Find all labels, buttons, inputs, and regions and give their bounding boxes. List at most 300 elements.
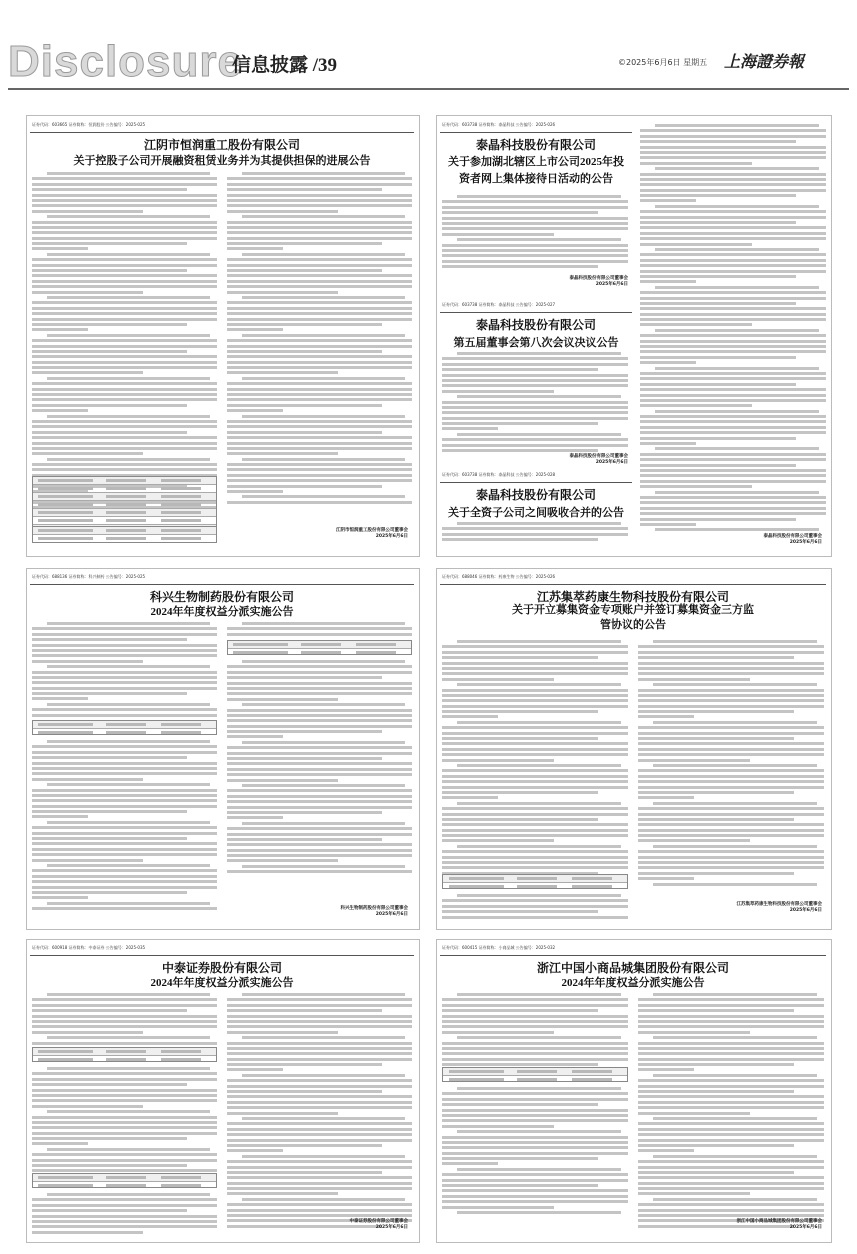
text-line — [442, 748, 628, 751]
text-line — [457, 1130, 621, 1133]
text-line — [653, 1117, 817, 1120]
text-line — [640, 453, 826, 456]
text-line — [227, 312, 412, 315]
notice-signer: 江苏集萃药康生物科技股份有限公司董事会 — [736, 902, 822, 907]
text-line — [640, 469, 826, 472]
text-line — [442, 1047, 628, 1050]
text-line — [227, 452, 338, 455]
text-line — [242, 215, 405, 218]
text-line — [638, 737, 794, 740]
text-line — [227, 1160, 412, 1163]
table-cell — [572, 1078, 612, 1081]
text-line — [638, 834, 824, 837]
notice-date: 2025年6月6日 — [595, 460, 628, 465]
text-line — [442, 260, 628, 263]
text-line — [442, 1184, 598, 1187]
text-line — [442, 662, 628, 665]
text-line — [227, 1144, 382, 1147]
text-line — [227, 301, 412, 304]
account-table — [442, 874, 628, 889]
text-line — [442, 694, 628, 697]
text-line — [227, 285, 412, 288]
text-line — [32, 1099, 217, 1102]
notice-signer: 泰晶科技股份有限公司董事会 — [763, 534, 822, 539]
notice-code: 证券代码：600415 证券简称：小商品城 公告编号：2025-032 — [442, 945, 556, 950]
notice-code: 证券代码：600918 证券简称：中泰证券 公告编号：2025-035 — [32, 945, 146, 950]
text-line — [442, 753, 628, 756]
text-line — [640, 226, 826, 229]
text-line — [638, 1171, 794, 1174]
text-line — [32, 1121, 217, 1124]
text-line — [227, 1112, 338, 1115]
text-line — [442, 411, 628, 414]
notice-title: 关于参加湖北辖区上市公司2025年投资者网上集体接待日活动的公告 — [448, 156, 624, 185]
text-line — [32, 998, 217, 1001]
text-line — [442, 705, 628, 708]
text-line — [655, 367, 819, 370]
text-line — [32, 204, 217, 207]
text-line — [32, 1072, 217, 1075]
text-line — [227, 442, 412, 445]
text-line — [32, 794, 217, 797]
text-line — [442, 1195, 628, 1198]
text-line — [640, 280, 696, 283]
text-line — [47, 902, 210, 905]
text-line — [638, 1085, 824, 1088]
text-line — [638, 699, 824, 702]
text-line — [32, 312, 217, 315]
masthead — [0, 0, 857, 85]
text-line — [457, 522, 621, 525]
text-line — [442, 1004, 628, 1007]
text-line — [47, 334, 210, 337]
text-line — [32, 431, 187, 434]
text-line — [442, 689, 628, 692]
text-line — [227, 264, 412, 267]
text-line — [640, 264, 826, 267]
table-cell — [106, 487, 146, 490]
text-line — [32, 660, 143, 663]
notice-footer — [737, 1219, 823, 1231]
text-line — [442, 715, 498, 718]
table-cell — [106, 519, 146, 522]
text-line — [47, 703, 210, 706]
text-line — [242, 865, 405, 868]
text-line — [640, 415, 826, 418]
table-cell — [106, 1058, 146, 1061]
text-line — [442, 651, 628, 654]
text-line — [32, 269, 187, 272]
text-line — [227, 725, 412, 728]
table-cell — [517, 1070, 557, 1073]
text-line — [653, 883, 817, 886]
text-line — [638, 1139, 824, 1142]
text-line — [227, 393, 412, 396]
text-line — [242, 415, 405, 418]
text-line — [638, 1122, 824, 1125]
notice-company: 江苏集萃药康生物科技股份有限公司 — [536, 590, 729, 604]
text-line — [640, 194, 796, 197]
text-line — [227, 409, 283, 412]
text-line — [638, 1176, 824, 1179]
text-line — [442, 417, 628, 420]
text-line — [638, 1025, 824, 1028]
text-line — [227, 1106, 412, 1109]
text-line — [638, 1052, 824, 1055]
table-cell — [161, 731, 201, 734]
table-row — [33, 721, 216, 729]
table-row — [443, 875, 627, 883]
text-line — [32, 697, 88, 700]
text-line — [32, 714, 217, 717]
text-line — [457, 802, 621, 805]
text-line — [442, 672, 628, 675]
text-line — [653, 683, 817, 686]
text-line — [227, 485, 382, 488]
text-line — [640, 361, 696, 364]
text-line — [32, 1153, 217, 1156]
text-line — [653, 1155, 817, 1158]
text-line — [442, 1063, 598, 1066]
text-line — [32, 708, 217, 711]
text-line — [638, 1015, 824, 1018]
text-line — [638, 998, 824, 1001]
text-line — [638, 662, 824, 665]
text-line — [32, 1215, 217, 1218]
text-line — [457, 993, 621, 996]
text-line — [32, 815, 88, 818]
text-line — [640, 383, 796, 386]
text-line — [47, 1110, 210, 1113]
text-line — [640, 334, 826, 337]
text-line — [32, 285, 217, 288]
text-line — [227, 1042, 412, 1045]
text-line — [47, 377, 210, 380]
text-line — [227, 258, 412, 261]
text-line — [32, 1169, 217, 1172]
text-line — [32, 264, 217, 267]
text-line — [227, 269, 382, 272]
table-cell — [106, 537, 146, 540]
table-cell — [449, 1078, 504, 1081]
text-line — [638, 850, 824, 853]
text-line — [638, 705, 824, 708]
text-line — [227, 768, 412, 771]
text-line — [32, 772, 217, 775]
text-line — [32, 627, 217, 630]
text-line — [442, 1125, 554, 1128]
text-line — [638, 710, 794, 713]
text-line — [32, 1015, 217, 1018]
text-line — [227, 474, 412, 477]
text-line — [47, 1148, 210, 1151]
text-line — [442, 533, 628, 536]
text-line — [242, 253, 405, 256]
table-cell — [233, 643, 288, 646]
text-line — [227, 1166, 412, 1169]
text-line — [638, 1047, 824, 1050]
section-title: 信息披露 /39 — [232, 55, 338, 76]
text-line — [227, 671, 412, 674]
text-line — [442, 249, 628, 252]
text-line — [32, 1089, 217, 1092]
table-cell — [38, 487, 93, 490]
text-line — [638, 726, 824, 729]
text-line — [227, 199, 412, 202]
notice-footer — [341, 906, 409, 918]
text-line — [32, 1209, 187, 1212]
table-cell — [38, 1176, 93, 1179]
text-line — [32, 907, 217, 910]
text-line — [653, 1036, 817, 1039]
text-line — [32, 671, 217, 674]
text-line — [227, 627, 412, 630]
text-line — [32, 388, 217, 391]
table-row — [33, 527, 216, 535]
table-cell — [38, 519, 93, 522]
text-line — [442, 780, 628, 783]
text-line — [457, 195, 621, 198]
text-line — [227, 1139, 412, 1142]
text-line — [32, 188, 187, 191]
notice-code: 证券代码：603738 证券简称：泰晶科技 公告编号：2025-028 — [442, 472, 556, 477]
notice-body-right — [227, 993, 412, 1230]
text-line — [242, 1036, 405, 1039]
text-line — [242, 784, 405, 787]
text-line — [32, 371, 143, 374]
text-line — [640, 431, 826, 434]
text-line — [640, 307, 826, 310]
text-line — [640, 426, 826, 429]
text-line — [638, 656, 794, 659]
notice-title: 关于控股子公司开展融资租赁业务并为其提供担保的进展公告 — [73, 155, 371, 167]
text-line — [638, 1187, 824, 1190]
text-line — [638, 672, 824, 675]
text-line — [638, 1106, 824, 1109]
text-line — [32, 301, 217, 304]
text-line — [32, 762, 217, 765]
text-line — [638, 1009, 794, 1012]
text-line — [640, 394, 826, 397]
text-line — [227, 806, 412, 809]
text-line — [653, 802, 817, 805]
text-line — [227, 719, 412, 722]
text-line — [653, 1074, 817, 1077]
table-cell — [161, 723, 201, 726]
text-line — [442, 791, 598, 794]
table-cell — [106, 495, 146, 498]
notice-body-right — [638, 640, 824, 888]
text-line — [32, 355, 217, 358]
text-line — [227, 833, 412, 836]
text-line — [47, 665, 210, 668]
text-line — [47, 864, 210, 867]
text-line — [227, 1058, 412, 1061]
notice-code: 证券代码：603738 证券简称：泰晶科技 公告编号：2025-026 — [442, 122, 556, 127]
text-line — [32, 398, 217, 401]
text-line — [640, 345, 826, 348]
text-line — [442, 823, 628, 826]
text-line — [638, 775, 824, 778]
text-line — [442, 1152, 628, 1155]
table-cell — [106, 529, 146, 532]
text-line — [640, 291, 826, 294]
notice-date: 2025年6月6日 — [789, 908, 822, 913]
text-line — [32, 231, 217, 234]
text-line — [242, 1117, 405, 1120]
text-line — [47, 993, 210, 996]
text-line — [227, 800, 412, 803]
text-line — [242, 334, 405, 337]
table-cell — [161, 503, 201, 506]
table-cell — [106, 479, 146, 482]
financial-table — [32, 476, 217, 527]
text-line — [442, 1025, 628, 1028]
notice-column — [440, 120, 632, 552]
notice-company: 泰晶科技股份有限公司 — [475, 318, 596, 332]
text-line — [442, 1189, 628, 1192]
text-line — [47, 296, 210, 299]
text-line — [32, 644, 217, 647]
text-line — [47, 458, 210, 461]
text-line — [227, 323, 382, 326]
text-line — [640, 318, 826, 321]
text-line — [32, 681, 217, 684]
text-line — [442, 710, 598, 713]
text-line — [227, 231, 412, 234]
table-cell — [106, 511, 146, 514]
text-line — [242, 377, 405, 380]
table-cell — [161, 1184, 201, 1187]
text-line — [638, 1182, 824, 1185]
text-line — [32, 1009, 187, 1012]
text-line — [227, 714, 412, 717]
text-line — [442, 834, 628, 837]
text-line — [640, 507, 826, 510]
text-line — [638, 732, 824, 735]
text-line — [227, 682, 412, 685]
text-line — [640, 237, 826, 240]
table-cell — [161, 479, 201, 482]
text-line — [32, 221, 217, 224]
text-line — [32, 767, 217, 770]
text-line — [442, 1206, 554, 1209]
text-line — [32, 692, 187, 695]
table-row — [33, 493, 216, 501]
text-line — [442, 699, 628, 702]
text-line — [227, 849, 412, 852]
text-line — [227, 436, 412, 439]
text-line — [227, 371, 338, 374]
text-line — [227, 355, 412, 358]
text-line — [442, 829, 628, 832]
notice-company: 泰晶科技股份有限公司 — [475, 138, 596, 152]
text-line — [47, 1067, 210, 1070]
text-line — [227, 398, 412, 401]
text-line — [640, 356, 796, 359]
text-line — [640, 496, 826, 499]
text-line — [442, 200, 628, 203]
text-line — [227, 1052, 412, 1055]
text-line — [442, 265, 598, 268]
text-line — [655, 410, 819, 413]
text-line — [655, 491, 819, 494]
text-line — [227, 328, 283, 331]
text-line — [640, 372, 826, 375]
text-line — [442, 1031, 554, 1034]
text-line — [32, 853, 217, 856]
table-cell — [38, 1050, 93, 1053]
text-line — [442, 1146, 628, 1149]
text-line — [442, 1098, 628, 1101]
text-line — [227, 1182, 412, 1185]
text-line — [32, 837, 187, 840]
text-line — [442, 1162, 498, 1165]
text-line — [638, 839, 750, 842]
text-line — [655, 205, 819, 208]
text-line — [47, 821, 210, 824]
text-line — [442, 667, 628, 670]
notice-body — [442, 352, 628, 454]
notice-footer — [336, 528, 408, 540]
text-line — [640, 146, 826, 149]
text-line — [227, 998, 412, 1001]
notice-signer: 科兴生物制药股份有限公司董事会 — [340, 906, 408, 911]
table-cell — [517, 877, 557, 880]
text-line — [653, 764, 817, 767]
text-line — [32, 323, 187, 326]
notice-body-continued — [640, 124, 826, 534]
text-line — [442, 211, 598, 214]
table-cell — [301, 643, 341, 646]
text-line — [442, 1141, 628, 1144]
notice-company: 浙江中国小商品城集团股份有限公司 — [536, 961, 729, 975]
text-line — [638, 829, 824, 832]
text-line — [32, 463, 217, 466]
notice-date: 2025年6月6日 — [375, 912, 408, 917]
text-line — [638, 742, 824, 745]
notice-signer: 江阴市恒润重工股份有限公司董事会 — [336, 528, 408, 533]
text-line — [638, 645, 824, 648]
table-cell — [38, 495, 93, 498]
text-line — [32, 468, 217, 471]
text-line — [32, 848, 217, 851]
text-line — [442, 438, 628, 441]
text-line — [32, 318, 217, 321]
text-line — [227, 194, 412, 197]
notice-company: 泰晶科技股份有限公司 — [475, 488, 596, 502]
text-line — [638, 1042, 824, 1045]
text-line — [640, 404, 752, 407]
text-line — [638, 1209, 824, 1212]
notice-body-left-2 — [32, 1067, 217, 1175]
text-line — [227, 1122, 412, 1125]
text-line — [442, 1173, 628, 1176]
text-line — [653, 993, 817, 996]
table-cell — [38, 537, 93, 540]
text-line — [227, 1133, 412, 1136]
text-line — [227, 366, 412, 369]
text-line — [32, 1159, 217, 1162]
text-line — [442, 656, 598, 659]
text-line — [227, 350, 382, 353]
text-line — [442, 357, 628, 360]
text-line — [32, 649, 217, 652]
notice-footer — [737, 902, 823, 914]
text-line — [32, 1142, 88, 1145]
text-line — [227, 1068, 283, 1071]
table-row — [33, 517, 216, 525]
